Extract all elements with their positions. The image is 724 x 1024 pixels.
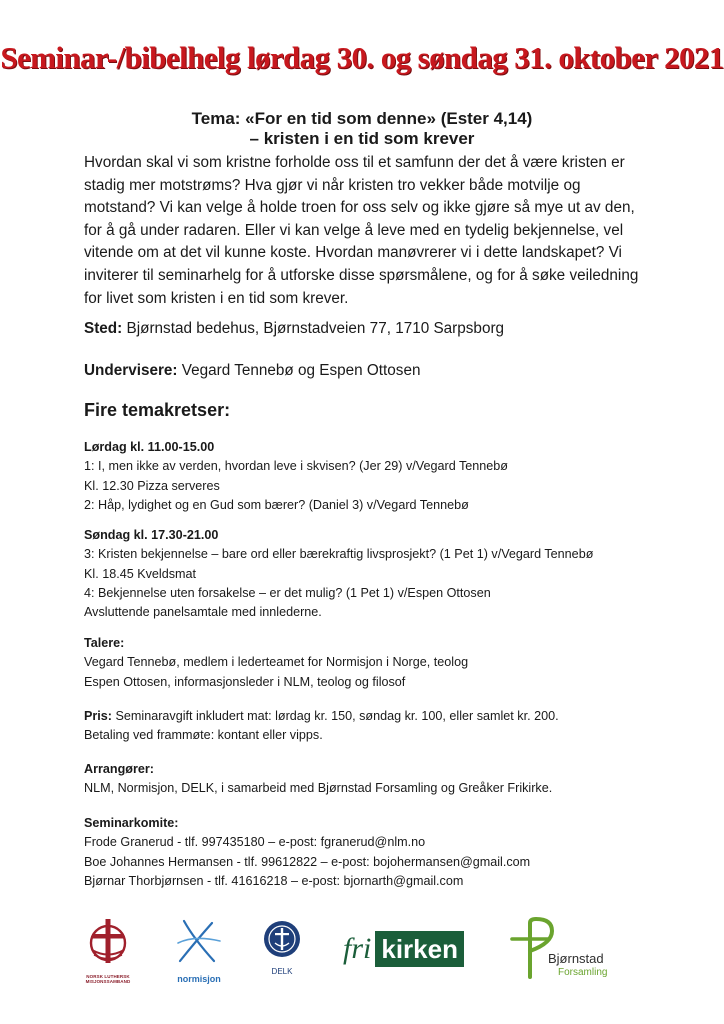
sunday-line: Avsluttende panelsamtale med innlederne.	[84, 605, 322, 620]
saturday-line: 2: Håp, lydighet og en Gud som bærer? (Daniel 3) v/Vegard Tennebø	[84, 497, 469, 512]
frikirken-kirken: kirken	[375, 931, 464, 967]
nlm-cross-icon	[82, 917, 134, 969]
saturday-line: 1: I, men ikke av verden, hvordan leve i skvisen? (Jer 29) v/Vegard Tennebø	[84, 459, 508, 474]
delk-logo	[262, 919, 302, 989]
price-section	[84, 707, 694, 746]
price-label: Pris:	[84, 709, 112, 723]
price-payment: Betaling ved frammøte: kontant eller vipps.	[84, 728, 323, 743]
bjornstad-name: Bjørnstad	[548, 951, 604, 966]
fire-heading: Fire temakretser:	[84, 400, 231, 420]
sunday-line: 3: Kristen bekjennelse – bare ord eller bærekraftig livsprosjekt? (1 Pet 1) v/Vegard Tennebø	[84, 547, 594, 562]
price-value: Seminaravgift inkludert mat: lørdag kr. 150, søndag kr. 100, eller samlet kr. 200.	[115, 709, 559, 723]
theme-title	[0, 109, 724, 149]
saturday-line: Kl. 12.30 Pizza serveres	[84, 478, 220, 493]
organizers-value: NLM, Normisjon, DELK, i samarbeid med Bjørnstad Forsamling og Greåker Frikirke.	[84, 781, 553, 796]
committee-member: Boe Johannes Hermansen - tlf. 99612822 – e-post: bojohermansen@gmail.com	[84, 854, 531, 869]
sunday-section	[84, 526, 694, 622]
speakers-section	[84, 634, 694, 692]
venue-row	[84, 320, 504, 338]
saturday-heading: Lørdag kl. 11.00-15.00	[84, 440, 215, 454]
organizers-section	[84, 760, 694, 799]
delk-logo-text: DELK	[271, 967, 293, 976]
sunday-line: 4: Bekjennelse uten forsakelse – er det mulig? (1 Pet 1) v/Espen Ottosen	[84, 585, 491, 600]
organizers-heading: Arrangører:	[84, 762, 154, 776]
committee-section	[84, 814, 694, 891]
teachers-row	[84, 362, 420, 380]
frikirken-fri: fri	[343, 932, 372, 965]
sunday-heading: Søndag kl. 17.30-21.00	[84, 528, 219, 542]
normisjon-icon	[164, 917, 234, 967]
speaker-line: Vegard Tennebø, medlem i lederteamet for Normisjon i Norge, teolog	[84, 655, 469, 670]
nlm-logo-text: NORSK LUTHERSK MISJONSSAMBAND	[85, 974, 131, 984]
nlm-logo	[82, 917, 134, 989]
delk-seal-icon	[262, 919, 302, 959]
committee-member: Frode Granerud - tlf. 997435180 – e-post: fgranerud@nlm.no	[84, 835, 426, 850]
committee-member: Bjørnar Thorbjørnsen - tlf. 41616218 – e-post: bjornarth@gmail.com	[84, 873, 464, 888]
sunday-line: Kl. 18.45 Kveldsmat	[84, 566, 197, 581]
theme-line-1: Tema: «For en tid som denne» (Ester 4,14)	[191, 109, 533, 128]
venue-label: Sted:	[84, 320, 123, 337]
teachers-value: Vegard Tennebø og Espen Ottosen	[181, 362, 421, 379]
committee-heading: Seminarkomite:	[84, 816, 179, 830]
theme-line-2: – kristen i en tid som krever	[249, 129, 475, 148]
saturday-section	[84, 438, 694, 515]
teachers-label: Undervisere:	[84, 362, 178, 379]
bjornstad-sub: Forsamling	[558, 967, 608, 978]
sponsor-logos	[0, 905, 724, 995]
normisjon-logo-text: normisjon	[177, 974, 221, 984]
intro-paragraph: Hvordan skal vi som kristne forholde oss til et samfunn der det å være kristen er stadig mer motstrøms? Hva gjør vi når kristen tro vekker både motvilje og motstand? Vi kan velge å holde troen for oss selv og ikke gjøre så mye ut av den, for å gå under radaren. Eller vi kan velge å leve med en tydelig bekjennelse, vel vitende om at det vil kunne koste. Hvordan manøvrerer vi i dette landskapet? Vi inviterer til seminarhelg for å utforske disse spørsmålene, og for å søke veiledning for livet som kristen i en tid som krever.	[84, 154, 639, 307]
speaker-line: Espen Ottosen, informasjonsleder i NLM, teolog og filosof	[84, 674, 406, 689]
normisjon-logo	[164, 917, 234, 989]
bjornstad-logo	[508, 917, 628, 989]
headline: Seminar-/bibelhelg lørdag 30. og søndag 31. oktober 2021	[0, 40, 724, 75]
venue-value: Bjørnstad bedehus, Bjørnstadveien 77, 1710 Sarpsborg	[126, 320, 505, 337]
frikirken-logo	[343, 927, 477, 971]
speakers-heading: Talere:	[84, 636, 125, 650]
bjornstad-heart-icon	[508, 917, 558, 979]
